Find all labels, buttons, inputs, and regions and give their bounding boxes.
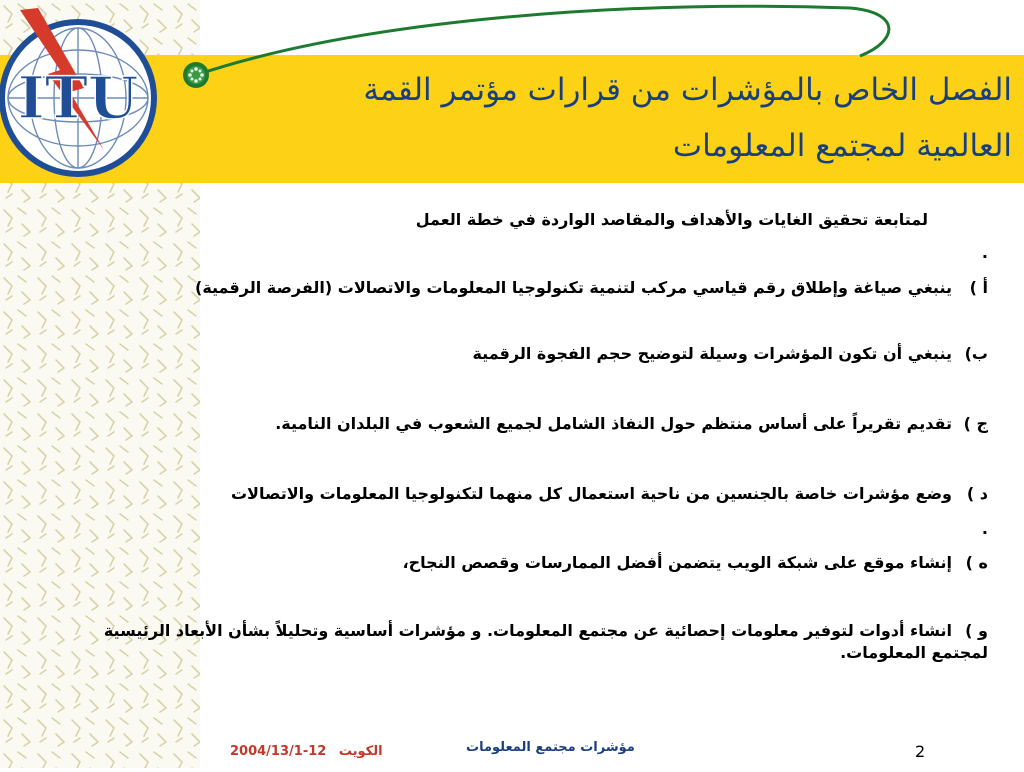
item-letter: ب) bbox=[964, 344, 988, 363]
item-text: انشاء أدوات لتوفير معلومات إحصائية عن مجتمع المعلومات. و مؤشرات أساسية وتحليلاً بشأن الأبعاد الرئيسية لمجتمع المعلومات. bbox=[103, 621, 988, 662]
intro-text: لمتابعة تحقيق الغايات والأهداف والمقاصد الواردة في خطة العمل bbox=[415, 210, 928, 229]
footer-date bbox=[230, 744, 383, 759]
item-letter: أ ) bbox=[969, 278, 988, 297]
list-item-a bbox=[48, 277, 988, 299]
item-letter: ه ) bbox=[965, 553, 988, 572]
list-item-b bbox=[48, 343, 988, 365]
page-number: 2 bbox=[915, 742, 926, 761]
logo-text: ITU bbox=[17, 64, 139, 132]
title-line-2: العالمية لمجتمع المعلومات bbox=[672, 128, 1012, 164]
itu-logo bbox=[0, 0, 200, 200]
list-item-e bbox=[48, 552, 988, 574]
item-text: وضع مؤشرات خاصة بالجنسين من ناحية استعمال كل منهما لتكنولوجيا المعلومات والاتصالات bbox=[230, 484, 952, 503]
item-letter: د ) bbox=[966, 484, 988, 503]
item-text: ينبغي صياغة وإطلاق رقم قياسي مركب لتنمية تكنولوجيا المعلومات والاتصالات (الفرصة الرقمية) bbox=[195, 278, 952, 297]
list-item-f bbox=[48, 620, 988, 664]
list-item-d bbox=[48, 483, 988, 505]
title-line-1: الفصل الخاص بالمؤشرات من قرارات مؤتمر القمة bbox=[363, 72, 1012, 108]
bullet-dot: . bbox=[981, 243, 988, 262]
item-text: ينبغي أن تكون المؤشرات وسيلة لتوضيح حجم الفجوة الرقمية bbox=[472, 344, 952, 363]
bullet-dot: . bbox=[981, 519, 988, 538]
footer-title: مؤشرات مجتمع المعلومات bbox=[466, 740, 635, 755]
item-letter: و ) bbox=[965, 621, 988, 640]
item-text: تقديم تقريراً على أساس منتظم حول النفاذ الشامل لجميع الشعوب في البلدان النامية. bbox=[275, 414, 952, 433]
list-item-c bbox=[48, 413, 988, 435]
footer-city: الكويت bbox=[338, 744, 383, 759]
item-text: إنشاء موقع على شبكة الويب يتضمن أفضل الممارسات وقصص النجاح، bbox=[402, 553, 952, 572]
footer-date-value: 2004/13/1-12 bbox=[230, 744, 327, 759]
slide-title bbox=[252, 62, 1012, 174]
item-letter: ج ) bbox=[963, 414, 988, 433]
